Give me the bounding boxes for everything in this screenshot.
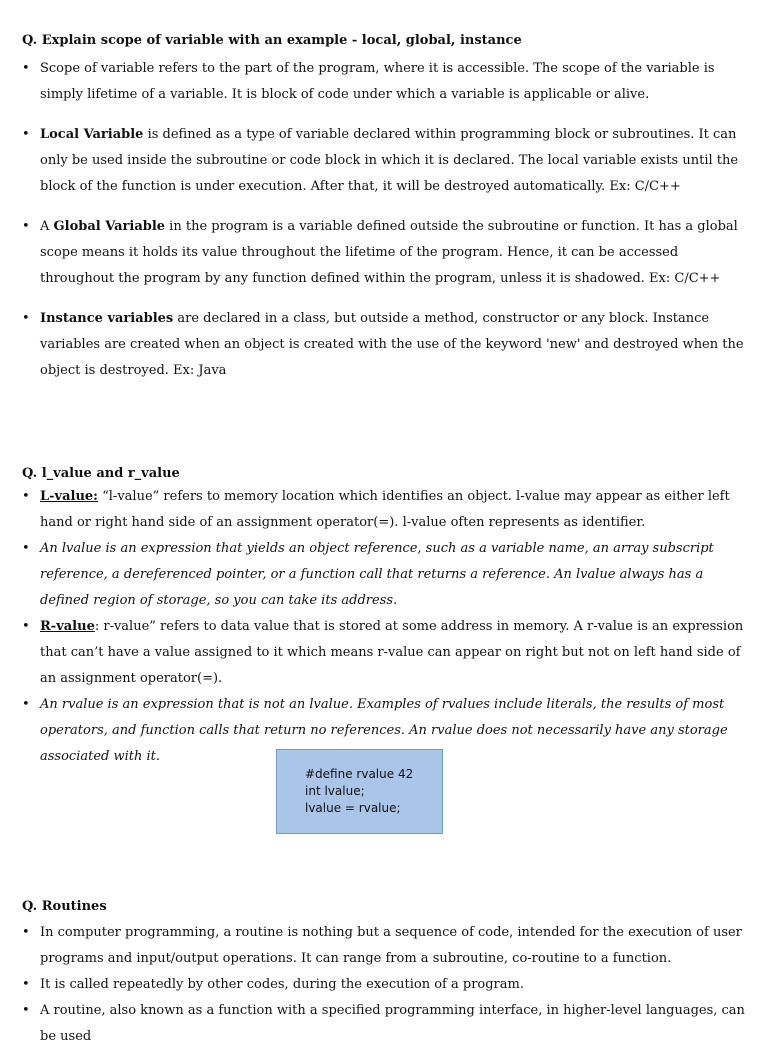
routine-called-text: It is called repeatedly by other codes, during the execution of a program. [40,977,524,992]
list-item [22,214,752,292]
lvalue-italic-definition: An lvalue is an expression that yields an object reference, such as a variable name, an array subscript reference, a dereferenced pointer, or a function call that returns a reference. An lvalue always has a defined region of storage, so you can take its address. [40,541,714,608]
list-item [22,484,752,536]
instance-variables-term: Instance variables [40,311,174,326]
scope-bullet-list [22,56,752,384]
l-value-text: “l-value” refers to memory location which identifies an object. l-value may appear as either left hand or right hand side of an assignment operator(=). l-value often represents as identifier. [40,489,730,530]
bullet-icon: • [22,697,30,712]
bullet-icon: • [22,977,30,992]
lvalue-bullet-list [22,484,752,770]
scope-section [22,31,752,398]
list-item [22,614,752,692]
code-example-box [276,749,443,834]
global-variable-text: in the program is a variable defined outside the subroutine or function. It has a global scope means it holds its value throughout the lifetime of the program. Hence, it can be accessed throughout the program by any function defined within the program, unless it is shadowed. Ex: C/C++ [40,219,738,286]
bullet-icon: • [22,619,30,634]
bullet-icon: • [22,61,30,76]
bullet-icon: • [22,219,30,234]
list-item [22,56,752,108]
scope-definition-text: Scope of variable refers to the part of the program, where it is accessible. The scope of the variable is simply lifetime of a variable. It is block of code under which a variable is applicable or alive. [40,61,715,102]
list-item [22,972,752,998]
r-value-term: R-value [40,619,95,634]
list-item [22,306,752,384]
r-value-text: : r-value” refers to data value that is stored at some address in memory. A r-value is an expression that can’t have a value assigned to it which means r-value can appear on right but not on left hand side of an assignment operator(=). [40,619,744,686]
l-value-term: L-value: [40,489,98,504]
bullet-icon: • [22,127,30,142]
local-variable-text: is defined as a type of variable declared within programming block or subroutines. It can only be used inside the subroutine or code block in which it is declared. The local variable exists until the block of the function is under execution. After that, it will be destroyed automatically. Ex: C/C++ [40,127,739,194]
routines-question-title: Q. Routines [22,899,107,914]
local-variable-term: Local Variable [40,127,144,142]
bullet-icon: • [22,541,30,556]
list-item [22,998,752,1050]
lvalue-section [22,464,752,770]
routines-section [22,897,752,1050]
rvalue-italic-definition: An rvalue is an expression that is not an lvalue. Examples of rvalues include literals, the results of most operators, and function calls that return no references. An rvalue does not necessarily have any storage associated with it. [40,697,728,764]
routines-bullet-list [22,920,752,1050]
routine-definition-text: In computer programming, a routine is nothing but a sequence of code, intended for the execution of user programs and input/output operations. It can range from a subroutine, co-routine to a function. [40,925,742,966]
code-line-define: #define rvalue 42 [305,767,414,781]
bullet-icon: • [22,1003,30,1018]
instance-variables-text: are declared in a class, but outside a method, constructor or any block. Instance variables are created when an object is created with the use of the keyword 'new' and destroyed when the object is destroyed. Ex: Java [40,311,744,378]
routine-function-text: A routine, also known as a function with a specified programming interface, in higher-level languages, can be used [40,1003,745,1044]
bullet-icon: • [22,489,30,504]
code-line-assign: lvalue = rvalue; [305,801,401,815]
scope-question-title: Q. Explain scope of variable with an example - local, global, instance [22,33,522,48]
bullet-icon: • [22,925,30,940]
lvalue-question-title: Q. l_value and r_value [22,466,180,481]
code-line-declare: int lvalue; [305,784,365,798]
global-variable-term: Global Variable [53,219,166,234]
list-item [22,536,752,614]
list-item [22,122,752,200]
list-item [22,920,752,972]
bullet-icon: • [22,311,30,326]
global-variable-prefix: A [40,219,54,234]
